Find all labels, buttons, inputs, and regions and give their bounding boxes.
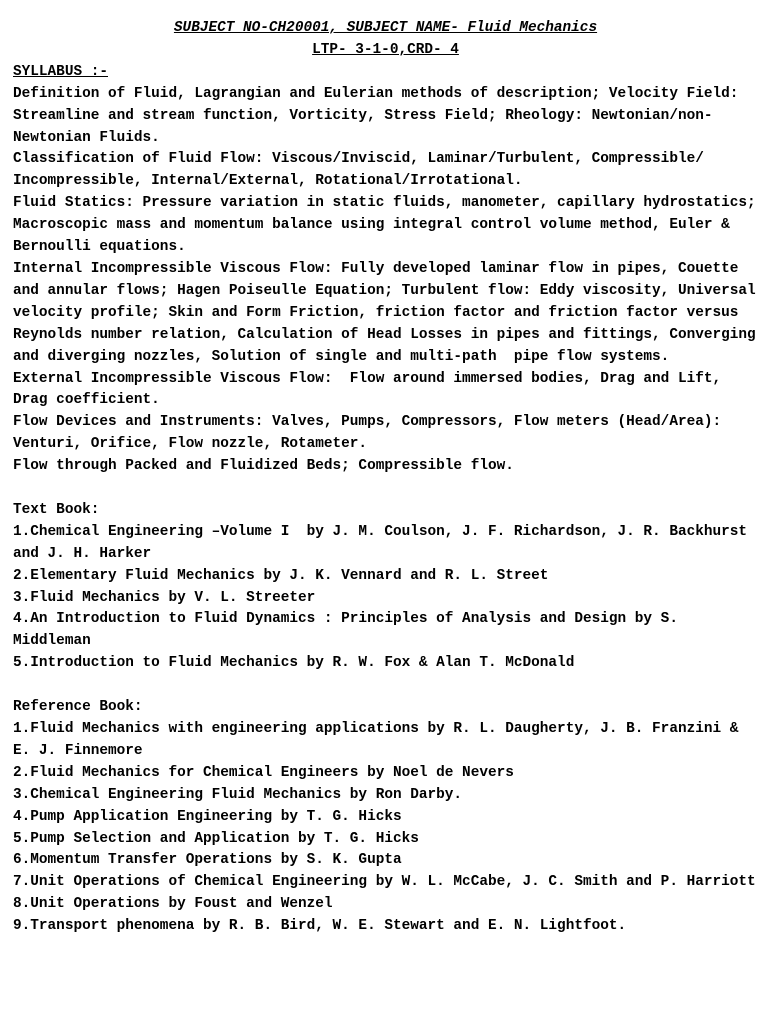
reference-book-item: 6.Momentum Transfer Operations by S. K. Gupta [13, 852, 402, 869]
syllabus-paragraph: Flow Devices and Instruments: Valves, Pumps, Compressors, Flow meters (Head/Area): Venturi, Orifice, Flow nozzle, Rotameter. [13, 414, 730, 453]
reference-book-item: 1.Fluid Mechanics with engineering applications by R. L. Daugherty, J. B. Franzini & E. J. Finnemore [13, 720, 748, 759]
syllabus-paragraph: Internal Incompressible Viscous Flow: Fully developed laminar flow in pipes, Couette and annular flows; Hagen Poiseulle Equation; Turbulent flow: Eddy viscosity, Universal velocity profile; Skin and Form Friction, friction factor and friction factor versus Reynolds number relation, Calculation of Head Losses in pipes and fittings, Converging and diverging nozzles, Solution of single and multi-path pipe flow systems. [13, 260, 765, 365]
text-book-item: 1.Chemical Engineering –Volume I by J. M. Coulson, J. F. Richardson, J. R. Backhurst and J. H. Harker [13, 523, 756, 562]
text-book-heading: Text Book: [13, 501, 100, 518]
syllabus-heading-line [13, 62, 758, 84]
text-book-item: 2.Elementary Fluid Mechanics by J. K. Vennard and R. L. Street [13, 567, 549, 584]
syllabus-paragraph: Flow through Packed and Fluidized Beds; Compressible flow. [13, 458, 514, 475]
syllabus-paragraph: Classification of Fluid Flow: Viscous/Inviscid, Laminar/Turbulent, Compressible/ Incompressible, Internal/External, Rotational/Irrotational. [13, 151, 713, 190]
text-book-item: 5.Introduction to Fluid Mechanics by R. W. Fox & Alan T. McDonald [13, 655, 575, 672]
syllabus-body [13, 84, 765, 478]
syllabus-paragraph: Fluid Statics: Pressure variation in static fluids, manometer, capillary hydrostatics; Macroscopic mass and momentum balance using integral control volume method, Euler & Bernoulli equations. [13, 195, 765, 256]
section-spacer [13, 675, 758, 697]
section-spacer [13, 478, 758, 500]
reference-book-item: 4.Pump Application Engineering by T. G. Hicks [13, 808, 402, 825]
reference-book-list [13, 719, 758, 938]
document-subtitle: LTP- 3-1-0,CRD- 4 [312, 41, 459, 58]
text-book-item: 4.An Introduction to Fluid Dynamics : Principles of Analysis and Design by S. Middleman [13, 611, 687, 650]
reference-book-item: 5.Pump Selection and Application by T. G. Hicks [13, 830, 419, 847]
syllabus-paragraph: Definition of Fluid, Lagrangian and Eulerian methods of description; Velocity Field: Streamline and stream function, Vorticity, Stress Field; Rheology: Newtonian/non-Newtonian Fluids. [13, 85, 748, 146]
reference-book-item: 3.Chemical Engineering Fluid Mechanics by Ron Darby. [13, 786, 463, 803]
document-title: SUBJECT NO-CH20001, SUBJECT NAME- Fluid Mechanics [173, 20, 598, 36]
reference-book-item: 2.Fluid Mechanics for Chemical Engineers by Noel de Nevers [13, 764, 514, 781]
reference-book-item: 9.Transport phenomena by R. B. Bird, W. E. Stewart and E. N. Lightfoot. [13, 918, 627, 935]
document-page [13, 18, 765, 938]
syllabus-heading: SYLLABUS :- [13, 63, 108, 80]
text-book-list [13, 522, 758, 675]
reference-book-heading: Reference Book: [13, 699, 143, 716]
reference-book-item: 7.Unit Operations of Chemical Engineering by W. L. McCabe, J. C. Smith and P. Harriott [13, 874, 756, 891]
text-book-item: 3.Fluid Mechanics by V. L. Streeter [13, 589, 316, 606]
syllabus-paragraph: External Incompressible Viscous Flow: Flow around immersed bodies, Drag and Lift, Drag coefficient. [13, 370, 730, 409]
reference-book-item: 8.Unit Operations by Foust and Wenzel [13, 896, 333, 913]
